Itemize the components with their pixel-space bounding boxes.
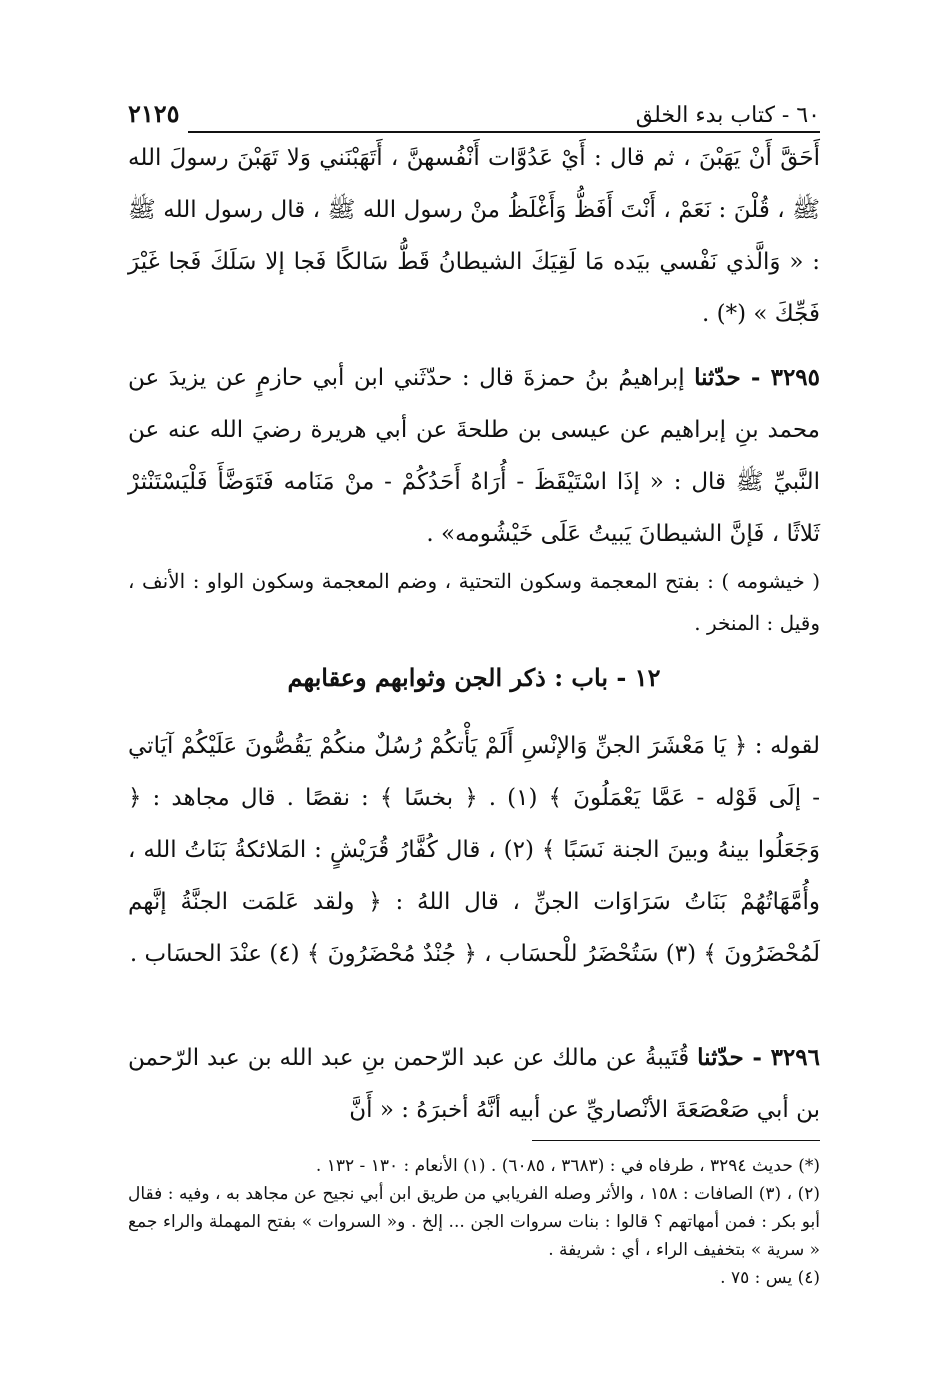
hadith-number: ٣٢٩٥ - حدّثنا — [694, 364, 821, 391]
hadith-text: إبراهيمُ بنُ حمزةَ قال : حدّثَني ابن أبي حازمٍ عن يزيدَ عن محمد بنِ إبراهيم عن عيسى بن طلحةَ عن أبي هريرة رضيَ الله عنه عن النَّبيِّ ﷺ قال : « إذَا اسْتَيْقَظَ - أُرَاهُ أَحَدُكُمْ - منْ مَنَامه فَتَوَضَّأَ فَلْيَسْتَنْثرْ ثَلاثًا ، فَإنَّ الشيطانَ يَبيتُ عَلَى خَيْشُومه» . — [128, 365, 820, 547]
bab-paragraph — [128, 720, 820, 980]
hadith-text: قُتَيبةُ عن مالك عن عبد الرّحمن بنِ عبد الله بن عبد الرّحمن بن أبي صَعْصَعَةَ الأنْصاريِّ عن أبيه أنَّهُ أخبرَهُ : « أَنَّ — [128, 1045, 820, 1123]
continuation-text: أَحَقَّ أَنْ يَهَبْنَ ، ثم قال : أَيْ عَدُوَّات أَنْفُسهنَّ ، أَتَهَبْنَني وَلا تَهَبْنَ رسولَ الله ﷺ ، قُلْنَ : نَعَمْ ، أَنْتَ أَفَظُّ وَأَغْلَظُ منْ رسول الله ﷺ ، قال رسول الله ﷺ : « وَالَّذي نَفْسي بيَده مَا لَقِيَكَ الشيطانُ قَطُّ سَالكًا فَجا إلا سَلَكَ فَجا غَيْرَ فَجِّكَ » (*) . — [128, 145, 820, 327]
gloss-note — [128, 560, 820, 644]
gloss-text: ( خيشومه ) : بفتح المعجمة وسكون التحتية ، وضم المعجمة وسكون الواو : الأنف ، وقيل : المنخر . — [128, 569, 820, 635]
hadith-number: ٣٢٩٦ - حدّثنا — [697, 1044, 820, 1071]
running-header — [128, 88, 820, 128]
hadith-3295 — [128, 352, 820, 560]
continuation-paragraph — [128, 132, 820, 340]
footnotes — [128, 1152, 820, 1292]
chapter-heading: ١٢ - باب : ذكر الجن وثوابهم وعقابهم — [287, 663, 661, 692]
footnote-line: (٢) ، (٣) الصافات : ١٥٨ ، والأثر وصله الفريابي من طريق ابن أبي نجيح عن مجاهد به ، وفيه : فقال أبو بكر : فمن أمهاتهم ؟ قالوا : بنات سروات الجن ... إلخ . و« السروات » بفتح المهملة والراء جمع « سرية » بتخفيف الراء ، أي : شريفة . — [128, 1184, 820, 1260]
chapter-title: ٦٠ - كتاب بدء الخلق — [635, 103, 820, 128]
footnote-rule — [532, 1140, 820, 1141]
footnote-line: (*) حديث ٣٢٩٤ ، طرفاه في : (٣٦٨٣ ، ٦٠٨٥) . (١) الأنعام : ١٣٠ - ١٣٢ . — [315, 1156, 820, 1176]
page-number: ٢١٢٥ — [128, 99, 180, 128]
bab-text: لقوله : ﴿ يَا مَعْشَرَ الجنِّ وَالإنْسِ أَلَمْ يَأْتكُمْ رُسُلٌ منكُمْ يَقُصُّونَ عَلَيْكُمْ آيَاتي - إلَى قَوْله - عَمَّا يَعْمَلُونَ ﴾ (١) . ﴿ بخسًا ﴾ : نقصًا . قال مجاهد : ﴿ وَجَعَلُوا بينهُ وبينَ الجنة نَسَبًا ﴾ (٢) ، قال كُفَّارُ قُرَيْشٍ : المَلائكةُ بَنَاتُ الله ، وأُمَّهَاتُهُمْ بَنَاتُ سَرَاوَات الجنِّ ، قال اللهُ : ﴿ ولقد عَلمَت الجنَّةُ إنَّهم لَمُحْضَرُونَ ﴾ (٣) سَتُحْضَرُ للْحسَاب ، ﴿ جُنْدٌ مُحْضَرُونَ ﴾ (٤) عنْدَ الحسَاب . — [128, 733, 820, 967]
footnote-line: (٤) يس : ٧٥ . — [720, 1268, 820, 1288]
hadith-3296 — [128, 1032, 820, 1136]
